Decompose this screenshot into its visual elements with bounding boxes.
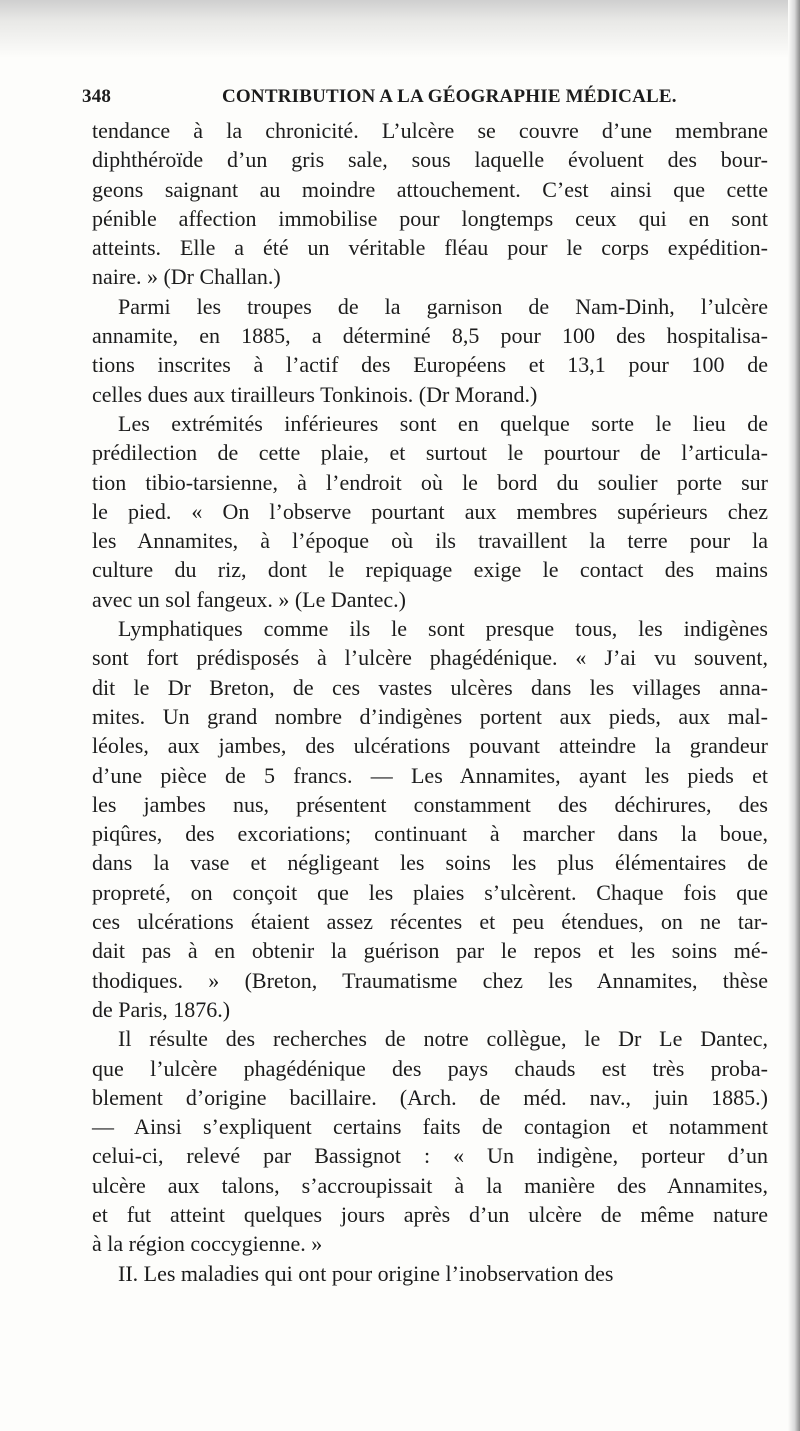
text-line: propreté, on conçoit que les plaies s’ulcèrent. Chaque fois que — [92, 879, 768, 905]
text-line: diphthéroïde d’un gris sale, sous laquelle évoluent des bour- — [92, 147, 768, 173]
text-line: blement d’origine bacillaire. (Arch. de méd. nav., juin 1885.) — [92, 1084, 768, 1110]
text-line: culture du riz, dont le repiquage exige le contact des mains — [92, 557, 768, 583]
text-line: léoles, aux jambes, des ulcérations pouvant atteindre la grandeur — [92, 733, 768, 759]
text-line: annamite, en 1885, a déterminé 8,5 pour 100 des hospitalisa- — [92, 323, 768, 349]
text-line: les jambes nus, présentent constamment des déchirures, des — [92, 791, 768, 817]
text-line: Parmi les troupes de la garnison de Nam-Dinh, l’ulcère — [118, 293, 768, 319]
text-line: II. Les maladies qui ont pour origine l’inobservation des — [118, 1260, 614, 1286]
text-line: pénible affection immobilise pour longtemps ceux qui en sont — [92, 205, 768, 231]
running-header — [82, 86, 772, 112]
text-line: Il résulte des recherches de notre collègue, le Dr Le Dantec, — [118, 1026, 768, 1052]
text-line: ces ulcérations étaient assez récentes et peu étendues, on ne tar- — [92, 909, 768, 935]
text-line: tions inscrites à l’actif des Européens et 13,1 pour 100 de — [92, 352, 768, 378]
scan-right-edge — [788, 0, 800, 1431]
text-line: de Paris, 1876.) — [92, 996, 231, 1022]
text-line: et fut atteint quelques jours après d’un ulcère de même nature — [92, 1201, 768, 1227]
scan-top-shadow — [0, 0, 800, 58]
text-line: — Ainsi s’expliquent certains faits de contagion et notamment — [92, 1114, 768, 1140]
text-line: le pied. « On l’observe pourtant aux membres supérieurs chez — [92, 498, 768, 524]
text-line: celles dues aux tirailleurs Tonkinois. (Dr Morand.) — [92, 381, 538, 407]
text-line: les Annamites, à l’époque où ils travaillent la terre pour la — [92, 528, 768, 554]
text-line: avec un sol fangeux. » (Le Dantec.) — [92, 586, 406, 612]
body-text — [92, 116, 768, 1288]
text-line: ulcère aux talons, s’accroupissait à la manière des Annamites, — [92, 1172, 768, 1198]
page-number: 348 — [82, 86, 112, 107]
text-line: dans la vase et négligeant les soins les plus élémentaires de — [92, 850, 768, 876]
text-line: naire. » (Dr Challan.) — [92, 264, 281, 290]
text-line: sont fort prédisposés à l’ulcère phagédénique. « J’ai vu souvent, — [92, 645, 768, 671]
text-line: dit le Dr Breton, de ces vastes ulcères dans les villages anna- — [92, 674, 768, 700]
text-line: dait pas à en obtenir la guérison par le repos et les soins mé- — [92, 938, 768, 964]
text-line: geons saignant au moindre attouchement. C’est ainsi que cette — [92, 176, 768, 202]
text-line: d’une pièce de 5 francs. — Les Annamites, ayant les pieds et — [92, 762, 768, 788]
text-line: celui-ci, relevé par Bassignot : « Un indigène, porteur d’un — [92, 1143, 768, 1169]
text-line: Lymphatiques comme ils le sont presque tous, les indigènes — [118, 616, 768, 642]
text-line: tion tibio-tarsienne, à l’endroit où le bord du soulier porte sur — [92, 469, 768, 495]
text-line: atteints. Elle a été un véritable fléau pour le corps expédition- — [92, 235, 768, 261]
text-line: thodiques. » (Breton, Traumatisme chez les Annamites, thèse — [92, 967, 768, 993]
text-line: à la région coccygienne. » — [92, 1231, 323, 1257]
text-line: mites. Un grand nombre d’indigènes portent aux pieds, aux mal- — [92, 703, 768, 729]
text-line: Les extrémités inférieures sont en quelque sorte le lieu de — [118, 410, 768, 436]
text-line: prédilection de cette plaie, et surtout le pourtour de l’articula- — [92, 440, 768, 466]
running-title: CONTRIBUTION A LA GÉOGRAPHIE MÉDICALE. — [222, 86, 677, 107]
text-line: tendance à la chronicité. L’ulcère se couvre d’une membrane — [92, 118, 768, 143]
text-line: que l’ulcère phagédénique des pays chauds est très proba- — [92, 1055, 768, 1081]
text-line: piqûres, des excoriations; continuant à marcher dans la boue, — [92, 821, 768, 847]
